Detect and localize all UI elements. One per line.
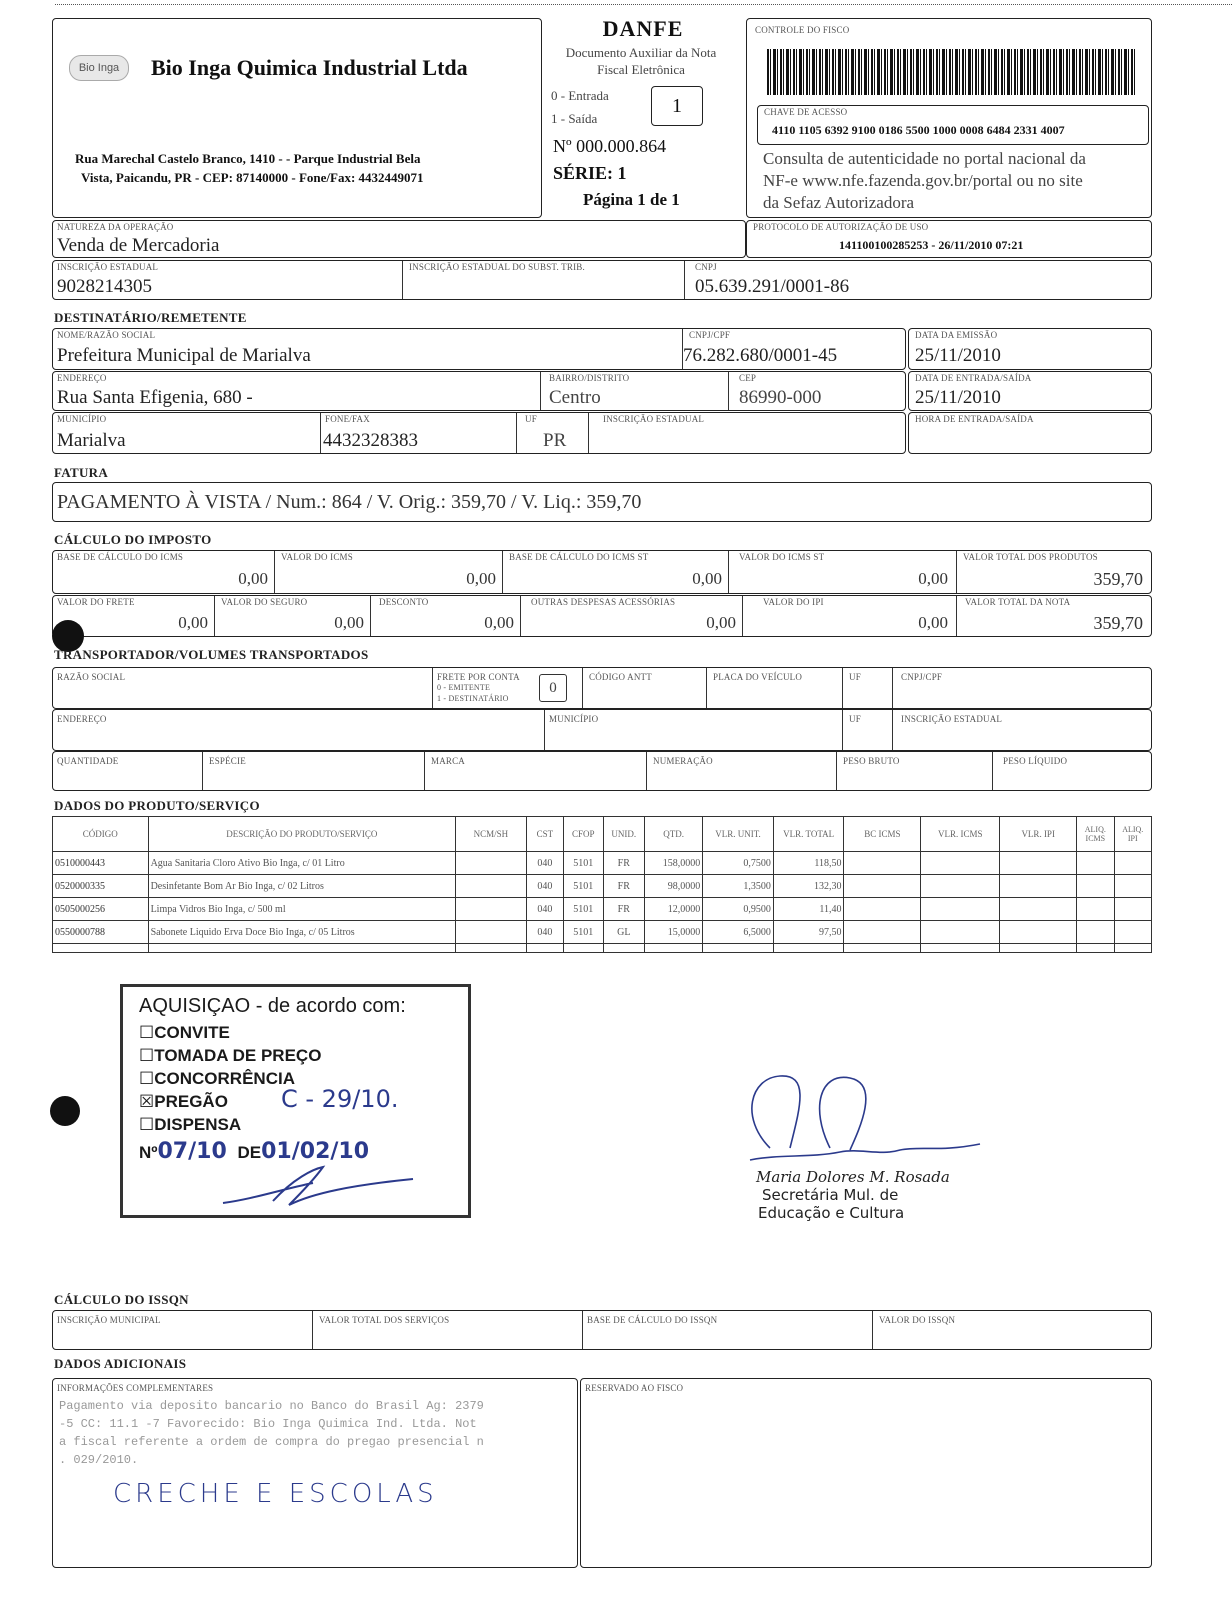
table-cell bbox=[921, 852, 1000, 875]
total-nota-label: VALOR TOTAL DA NOTA bbox=[965, 597, 1071, 607]
stamp-opt-dispensa bbox=[139, 1115, 241, 1135]
produtos-header-cell: NCM/SH bbox=[456, 817, 527, 852]
dest-fone-value: 4432328383 bbox=[323, 430, 418, 451]
stamp-title: AQUISIÇAO - de acordo com: bbox=[139, 995, 406, 1017]
produtos-header-cell: BC ICMS bbox=[844, 817, 921, 852]
total-produtos-label: VALOR TOTAL DOS PRODUTOS bbox=[963, 552, 1098, 562]
table-cell-empty bbox=[1114, 944, 1151, 953]
dest-endereco-value: Rua Santa Efigenia, 680 - bbox=[57, 387, 253, 408]
stamp-checkbox-icon: ☐ bbox=[139, 1046, 155, 1065]
transporte-row3 bbox=[52, 751, 1152, 791]
table-cell bbox=[1000, 852, 1077, 875]
imposto-row2 bbox=[52, 595, 1152, 637]
info-line-2: -5 CC: 11.1 -7 Favorecido: Bio Inga Quimica Ind. Ltda. Not bbox=[59, 1417, 477, 1431]
valor-icms-st-label: VALOR DO ICMS ST bbox=[739, 552, 825, 562]
dest-cnpj-value: 76.282.680/0001-45 bbox=[683, 345, 838, 366]
transp-especie-cell bbox=[203, 752, 425, 790]
fatura-box bbox=[52, 482, 1152, 522]
table-row bbox=[53, 852, 1152, 875]
produtos-header-cell: VLR. IPI bbox=[1000, 817, 1077, 852]
table-cell bbox=[921, 921, 1000, 944]
ie-label: INSCRIÇÃO ESTADUAL bbox=[57, 262, 159, 272]
base-icms-st-value: 0,00 bbox=[692, 569, 722, 588]
issqn-base-label: BASE DE CÁLCULO DO ISSQN bbox=[587, 1315, 718, 1325]
transp-peso-bruto-cell bbox=[837, 752, 993, 790]
table-cell-empty bbox=[844, 944, 921, 953]
barcode bbox=[767, 49, 1137, 95]
punch-hole-2 bbox=[50, 1096, 80, 1126]
table-cell: 5101 bbox=[564, 875, 603, 898]
table-cell bbox=[456, 852, 527, 875]
table-cell bbox=[921, 898, 1000, 921]
table-cell: 040 bbox=[526, 852, 563, 875]
ie-st-cell bbox=[403, 261, 685, 299]
produtos-table bbox=[52, 816, 1152, 953]
table-cell bbox=[1114, 898, 1151, 921]
dest-cep-label: CEP bbox=[739, 373, 757, 383]
frete-label: VALOR DO FRETE bbox=[57, 597, 135, 607]
transp-placa-label: PLACA DO VEÍCULO bbox=[713, 672, 803, 682]
stamp-checkbox-icon: ☐ bbox=[139, 1115, 155, 1134]
transp-cnpj-label: CNPJ/CPF bbox=[901, 672, 943, 682]
base-icms-label: BASE DE CÁLCULO DO ICMS bbox=[57, 552, 184, 562]
danfe-tipo-box bbox=[651, 86, 703, 126]
imposto-section-title: CÁLCULO DO IMPOSTO bbox=[54, 532, 212, 547]
table-cell bbox=[1077, 898, 1114, 921]
transp-antt-label: CÓDIGO ANTT bbox=[589, 672, 652, 682]
signature-cargo1: Secretária Mul. de bbox=[762, 1186, 899, 1204]
table-cell-empty bbox=[148, 944, 455, 953]
transp-numeracao-label: NUMERAÇÃO bbox=[653, 756, 713, 766]
imposto-r2-c3 bbox=[521, 596, 743, 636]
stamp-opt-concorrencia-label: CONCORRÊNCIA bbox=[154, 1069, 295, 1088]
stamp-opt-pregao-label: PREGÃO bbox=[154, 1092, 228, 1111]
hora-label: HORA DE ENTRADA/SAÍDA bbox=[915, 414, 1034, 424]
stamp-opt-concorrencia bbox=[139, 1069, 295, 1089]
table-cell bbox=[1114, 875, 1151, 898]
desconto-label: DESCONTO bbox=[379, 597, 429, 607]
produtos-header-cell: UNID. bbox=[603, 817, 645, 852]
transp-marca-cell bbox=[425, 752, 647, 790]
imposto-r1-c2 bbox=[503, 551, 729, 593]
dest-nome-label: NOME/RAZÃO SOCIAL bbox=[57, 330, 156, 340]
stamp-nro: 07/10 bbox=[157, 1139, 227, 1164]
produtos-body bbox=[53, 852, 1152, 953]
dest-uf-value: PR bbox=[543, 430, 567, 451]
dest-municipio-value: Marialva bbox=[57, 430, 126, 451]
table-cell: 132,30 bbox=[773, 875, 844, 898]
transp-uf2-cell bbox=[843, 710, 893, 750]
transporte-row2 bbox=[52, 709, 1152, 751]
table-cell: Limpa Vidros Bio Inga, c/ 500 ml bbox=[148, 898, 455, 921]
table-cell bbox=[456, 875, 527, 898]
produtos-section-title: DADOS DO PRODUTO/SERVIÇO bbox=[54, 798, 260, 813]
table-cell: 5101 bbox=[564, 898, 603, 921]
table-cell bbox=[1114, 852, 1151, 875]
valor-ipi-value: 0,00 bbox=[918, 613, 948, 632]
outras-despesas-value: 0,00 bbox=[706, 613, 736, 632]
cnpj-label: CNPJ bbox=[695, 262, 717, 272]
top-dotted-line bbox=[55, 4, 1232, 5]
issqn-valor-label: VALOR DO ISSQN bbox=[879, 1315, 956, 1325]
reservado-fisco-box bbox=[580, 1378, 1152, 1568]
controle-label: CONTROLE DO FISCO bbox=[755, 25, 850, 35]
stamp-signature-scribble bbox=[213, 1159, 433, 1211]
stamp-opt-tomada-label: TOMADA DE PREÇO bbox=[154, 1046, 322, 1065]
table-cell: 15,0000 bbox=[645, 921, 703, 944]
danfe-serie: SÉRIE: 1 bbox=[553, 163, 627, 183]
transp-peso-liquido-label: PESO LÍQUIDO bbox=[1003, 756, 1068, 766]
transp-antt-cell bbox=[583, 668, 707, 708]
issqn-total-servicos-label: VALOR TOTAL DOS SERVIÇOS bbox=[319, 1315, 450, 1325]
transp-endereco-label: ENDEREÇO bbox=[57, 714, 107, 724]
issqn-section-title: CÁLCULO DO ISSQN bbox=[54, 1292, 189, 1307]
valor-icms-label: VALOR DO ICMS bbox=[281, 552, 353, 562]
produtos-header-cell: ALIQ. ICMS bbox=[1077, 817, 1114, 852]
imposto-r1-c1 bbox=[275, 551, 503, 593]
table-cell: 5101 bbox=[564, 852, 603, 875]
table-cell-empty bbox=[456, 944, 527, 953]
table-cell bbox=[844, 852, 921, 875]
transporte-row1 bbox=[52, 667, 1152, 709]
table-cell-empty bbox=[1000, 944, 1077, 953]
destinatario-row3 bbox=[52, 412, 906, 454]
issqn-c2 bbox=[583, 1311, 873, 1349]
table-cell: 0,7500 bbox=[703, 852, 774, 875]
info-complementares-box bbox=[52, 1378, 578, 1568]
dest-endereco-cell bbox=[53, 372, 541, 410]
table-cell: 040 bbox=[526, 921, 563, 944]
danfe-tipo: 1 bbox=[672, 95, 682, 117]
table-cell bbox=[456, 898, 527, 921]
table-cell bbox=[844, 898, 921, 921]
destinatario-section-title: DESTINATÁRIO/REMETENTE bbox=[54, 310, 247, 325]
transp-frete-value: 0 bbox=[549, 680, 557, 696]
dest-uf-cell bbox=[517, 413, 589, 453]
table-cell-empty bbox=[773, 944, 844, 953]
danfe-subtitle1: Documento Auxiliar da Nota bbox=[565, 45, 717, 60]
frete-value: 0,00 bbox=[178, 613, 208, 632]
table-cell: 11,40 bbox=[773, 898, 844, 921]
natureza-value: Venda de Mercadoria bbox=[57, 235, 220, 256]
transp-razao-cell bbox=[53, 668, 433, 708]
transp-especie-label: ESPÉCIE bbox=[209, 756, 246, 766]
total-nota-value: 359,70 bbox=[1093, 613, 1143, 633]
adicionais-section-title: DADOS ADICIONAIS bbox=[54, 1356, 187, 1371]
consulta-line1: Consulta de autenticidade no portal nacional da bbox=[763, 149, 1086, 168]
seguro-label: VALOR DO SEGURO bbox=[221, 597, 308, 607]
produtos-header-cell: DESCRIÇÃO DO PRODUTO/SERVIÇO bbox=[148, 817, 455, 852]
fatura-section-title: FATURA bbox=[54, 465, 109, 480]
transp-qtd-cell bbox=[53, 752, 203, 790]
table-cell: 98,0000 bbox=[645, 875, 703, 898]
protocolo-box bbox=[746, 220, 1152, 258]
table-cell: FR bbox=[603, 852, 645, 875]
table-cell: 6,5000 bbox=[703, 921, 774, 944]
imposto-r1-c0 bbox=[53, 551, 275, 593]
table-cell-empty bbox=[1077, 944, 1114, 953]
cnpj-value: 05.639.291/0001-86 bbox=[695, 276, 850, 297]
table-cell: Desinfetante Bom Ar Bio Inga, c/ 02 Litros bbox=[148, 875, 455, 898]
ie-row bbox=[52, 260, 1152, 300]
stamp-checkbox-icon: ☐ bbox=[139, 1069, 155, 1088]
consulta-line2: NF-e www.nfe.fazenda.gov.br/portal ou no site bbox=[763, 171, 1083, 190]
natureza-label: NATUREZA DA OPERAÇÃO bbox=[57, 222, 174, 232]
stamp-data: 01/02/10 bbox=[261, 1139, 370, 1164]
logo-text: Bio Inga bbox=[78, 62, 120, 74]
transporte-section-title: TRANSPORTADOR/VOLUMES TRANSPORTADOS bbox=[54, 647, 369, 662]
imposto-r2-c1 bbox=[215, 596, 371, 636]
transp-uf2-label: UF bbox=[849, 714, 861, 724]
signature-cargo2: Educação e Cultura bbox=[758, 1204, 905, 1222]
valor-ipi-label: VALOR DO IPI bbox=[763, 597, 824, 607]
dest-ie-label: INSCRIÇÃO ESTADUAL bbox=[603, 414, 705, 424]
table-cell bbox=[1000, 875, 1077, 898]
handwritten-note: CRECHE E ESCOLAS bbox=[113, 1479, 438, 1509]
dest-fone-label: FONE/FAX bbox=[325, 414, 370, 424]
signature-name: Maria Dolores M. Rosada bbox=[756, 1168, 950, 1186]
transp-numeracao-cell bbox=[647, 752, 837, 790]
table-cell: Sabonete Liquido Erva Doce Bio Inga, c/ 05 Litros bbox=[148, 921, 455, 944]
issqn-inscricao-label: INSCRIÇÃO MUNICIPAL bbox=[57, 1315, 161, 1325]
stamp-opt-convite bbox=[139, 1023, 230, 1043]
imposto-r2-c2 bbox=[371, 596, 521, 636]
entrada-label: DATA DE ENTRADA/SAÍDA bbox=[915, 373, 1032, 383]
table-cell bbox=[921, 875, 1000, 898]
transp-frete-label: FRETE POR CONTA bbox=[437, 672, 520, 682]
table-cell: 0,9500 bbox=[703, 898, 774, 921]
transp-frete-opt1: 1 - DESTINATÁRIO bbox=[437, 694, 509, 703]
reservado-fisco-label: RESERVADO AO FISCO bbox=[585, 1383, 684, 1393]
transp-frete-cell bbox=[433, 668, 583, 708]
protocolo-label: PROTOCOLO DE AUTORIZAÇÃO DE USO bbox=[753, 222, 929, 232]
stamp-opt-pregao bbox=[139, 1092, 228, 1112]
dest-bairro-value: Centro bbox=[549, 387, 601, 408]
bio-inga-logo bbox=[69, 55, 129, 81]
table-cell: 1,3500 bbox=[703, 875, 774, 898]
dest-cnpj-label: CNPJ/CPF bbox=[689, 330, 731, 340]
ie-st-label: INSCRIÇÃO ESTADUAL DO SUBST. TRIB. bbox=[409, 262, 585, 272]
transp-qtd-label: QUANTIDADE bbox=[57, 756, 119, 766]
info-line-3: a fiscal referente a ordem de compra do pregao presencial n bbox=[59, 1435, 484, 1449]
base-icms-st-label: BASE DE CÁLCULO DO ICMS ST bbox=[509, 552, 649, 562]
table-cell: Agua Sanitaria Cloro Ativo Bio Inga, c/ 01 Litro bbox=[148, 852, 455, 875]
fisco-box bbox=[746, 18, 1152, 218]
imposto-r1-c3 bbox=[729, 551, 957, 593]
hora-box bbox=[908, 412, 1152, 454]
table-row bbox=[53, 898, 1152, 921]
natureza-box bbox=[52, 220, 746, 258]
table-cell: 5101 bbox=[564, 921, 603, 944]
stamp-opt-tomada bbox=[139, 1046, 321, 1066]
transp-frete-opt0: 0 - EMITENTE bbox=[437, 683, 491, 692]
table-cell-empty bbox=[526, 944, 563, 953]
table-cell: 0505000256 bbox=[53, 898, 149, 921]
outras-despesas-label: OUTRAS DESPESAS ACESSÓRIAS bbox=[531, 597, 676, 607]
stamp-opt-convite-label: CONVITE bbox=[154, 1023, 230, 1042]
table-cell: 0510000443 bbox=[53, 852, 149, 875]
valor-icms-value: 0,00 bbox=[466, 569, 496, 588]
transp-peso-bruto-label: PESO BRUTO bbox=[843, 756, 900, 766]
entrada-value: 25/11/2010 bbox=[915, 387, 1001, 408]
dest-nome-cell bbox=[53, 329, 683, 369]
transp-uf-cell bbox=[843, 668, 893, 708]
produtos-header-row bbox=[53, 817, 1152, 852]
danfe-numero: Nº 000.000.864 bbox=[553, 136, 667, 156]
table-cell: 12,0000 bbox=[645, 898, 703, 921]
table-row bbox=[53, 875, 1152, 898]
stamp-checkbox-icon: ☐ bbox=[139, 1023, 155, 1042]
danfe-block bbox=[543, 18, 743, 218]
imposto-row1 bbox=[52, 550, 1152, 594]
dest-nome-value: Prefeitura Municipal de Marialva bbox=[57, 345, 311, 366]
table-cell: 0550000788 bbox=[53, 921, 149, 944]
table-cell: 0520000335 bbox=[53, 875, 149, 898]
dest-endereco-label: ENDEREÇO bbox=[57, 373, 107, 383]
total-produtos-value: 359,70 bbox=[1093, 569, 1143, 589]
table-cell bbox=[1077, 921, 1114, 944]
stamp-de: DE bbox=[237, 1143, 262, 1162]
produtos-header-cell: VLR. ICMS bbox=[921, 817, 1000, 852]
table-cell bbox=[844, 875, 921, 898]
fatura-text: PAGAMENTO À VISTA / Num.: 864 / V. Orig.: 359,70 / V. Liq.: 359,70 bbox=[57, 491, 642, 513]
transp-frete-box bbox=[539, 674, 567, 702]
imposto-r2-c4 bbox=[743, 596, 957, 636]
emitente-box bbox=[52, 18, 542, 218]
table-cell-empty bbox=[703, 944, 774, 953]
produtos-header-cell: CFOP bbox=[564, 817, 603, 852]
table-cell: 158,0000 bbox=[645, 852, 703, 875]
table-cell-empty bbox=[603, 944, 645, 953]
table-cell: 040 bbox=[526, 875, 563, 898]
table-cell: 97,50 bbox=[773, 921, 844, 944]
produtos-header-cell: ALIQ. IPI bbox=[1114, 817, 1151, 852]
protocolo-value: 141100100285253 - 26/11/2010 07:21 bbox=[839, 238, 1024, 252]
issqn-c0 bbox=[53, 1311, 313, 1349]
emissao-box bbox=[908, 328, 1152, 370]
table-row-empty bbox=[53, 944, 1152, 953]
dest-uf-label: UF bbox=[525, 414, 537, 424]
base-icms-value: 0,00 bbox=[238, 569, 268, 588]
transp-endereco-cell bbox=[53, 710, 545, 750]
seguro-value: 0,00 bbox=[334, 613, 364, 632]
table-cell-empty bbox=[564, 944, 603, 953]
table-cell bbox=[456, 921, 527, 944]
table-cell-empty bbox=[921, 944, 1000, 953]
dest-fone-cell bbox=[321, 413, 517, 453]
valor-icms-st-value: 0,00 bbox=[918, 569, 948, 588]
transp-marca-label: MARCA bbox=[431, 756, 466, 766]
stamp-nro-prefix: Nº bbox=[139, 1143, 158, 1162]
info-line-1: Pagamento via deposito bancario no Banco do Brasil Ag: 2379 bbox=[59, 1399, 484, 1413]
transp-municipio-label: MUNICÍPIO bbox=[549, 714, 599, 724]
table-cell: FR bbox=[603, 898, 645, 921]
destinatario-row2 bbox=[52, 371, 906, 411]
dest-cep-value: 86990-000 bbox=[739, 387, 822, 408]
emitente-name: Bio Inga Quimica Industrial Ltda bbox=[151, 55, 468, 80]
transp-placa-cell bbox=[707, 668, 843, 708]
table-cell bbox=[1077, 875, 1114, 898]
danfe-subtitle2: Fiscal Eletrônica bbox=[597, 62, 685, 77]
table-cell: 118,50 bbox=[773, 852, 844, 875]
issqn-row bbox=[52, 1310, 1152, 1350]
transp-uf-label: UF bbox=[849, 672, 861, 682]
stamp-checked-box-icon: ☒ bbox=[139, 1092, 155, 1111]
danfe-entrada: 0 - Entrada bbox=[551, 88, 609, 103]
stamp-opt-dispensa-label: DISPENSA bbox=[154, 1115, 242, 1134]
table-cell bbox=[1077, 852, 1114, 875]
table-cell bbox=[1000, 921, 1077, 944]
danfe-title: DANFE bbox=[602, 16, 684, 41]
produtos-header-cell: VLR. UNIT. bbox=[703, 817, 774, 852]
dest-bairro-cell bbox=[541, 372, 729, 410]
chave-label: CHAVE DE ACESSO bbox=[764, 107, 848, 117]
emissao-label: DATA DA EMISSÃO bbox=[915, 330, 998, 340]
table-cell bbox=[844, 921, 921, 944]
destinatario-row1 bbox=[52, 328, 906, 370]
stamp-pregao-ref: C - 29/10. bbox=[281, 1085, 399, 1113]
dest-municipio-cell bbox=[53, 413, 321, 453]
transp-ie-label: INSCRIÇÃO ESTADUAL bbox=[901, 714, 1003, 724]
issqn-c1 bbox=[313, 1311, 583, 1349]
dest-bairro-label: BAIRRO/DISTRITO bbox=[549, 373, 630, 383]
dest-municipio-label: MUNICÍPIO bbox=[57, 414, 107, 424]
desconto-value: 0,00 bbox=[484, 613, 514, 632]
produtos-header-cell: CST bbox=[526, 817, 563, 852]
table-cell: FR bbox=[603, 875, 645, 898]
table-cell: 040 bbox=[526, 898, 563, 921]
signature-scribble bbox=[730, 1068, 1010, 1178]
table-cell bbox=[1000, 898, 1077, 921]
transp-municipio-cell bbox=[545, 710, 843, 750]
danfe-pagina: Página 1 de 1 bbox=[583, 190, 680, 209]
ie-value: 9028214305 bbox=[57, 276, 152, 297]
chave-box bbox=[757, 105, 1149, 145]
transp-razao-label: RAZÃO SOCIAL bbox=[57, 672, 126, 682]
produtos-header-cell: QTD. bbox=[645, 817, 703, 852]
emitente-address-line1: Rua Marechal Castelo Branco, 1410 - - Parque Industrial Bela bbox=[75, 151, 421, 166]
aquisicao-stamp bbox=[120, 984, 471, 1218]
table-cell: GL bbox=[603, 921, 645, 944]
info-complementares-label: INFORMAÇÕES COMPLEMENTARES bbox=[57, 1383, 214, 1393]
produtos-header-cell: VLR. TOTAL bbox=[773, 817, 844, 852]
produtos-header-cell: CÓDIGO bbox=[53, 817, 149, 852]
table-cell-empty bbox=[645, 944, 703, 953]
emissao-value: 25/11/2010 bbox=[915, 345, 1001, 366]
ie-cell bbox=[53, 261, 403, 299]
table-row bbox=[53, 921, 1152, 944]
chave-value: 4110 1105 6392 9100 0186 5500 1000 0008 6484 2331 4007 bbox=[772, 123, 1065, 137]
table-cell bbox=[1114, 921, 1151, 944]
info-line-4: . 029/2010. bbox=[59, 1453, 139, 1467]
danfe-saida: 1 - Saída bbox=[551, 111, 598, 126]
consulta-line3: da Sefaz Autorizadora bbox=[763, 193, 915, 212]
emitente-address-line2: Vista, Paicandu, PR - CEP: 87140000 - Fone/Fax: 4432449071 bbox=[81, 170, 424, 185]
entrada-box bbox=[908, 371, 1152, 411]
table-cell-empty bbox=[53, 944, 149, 953]
